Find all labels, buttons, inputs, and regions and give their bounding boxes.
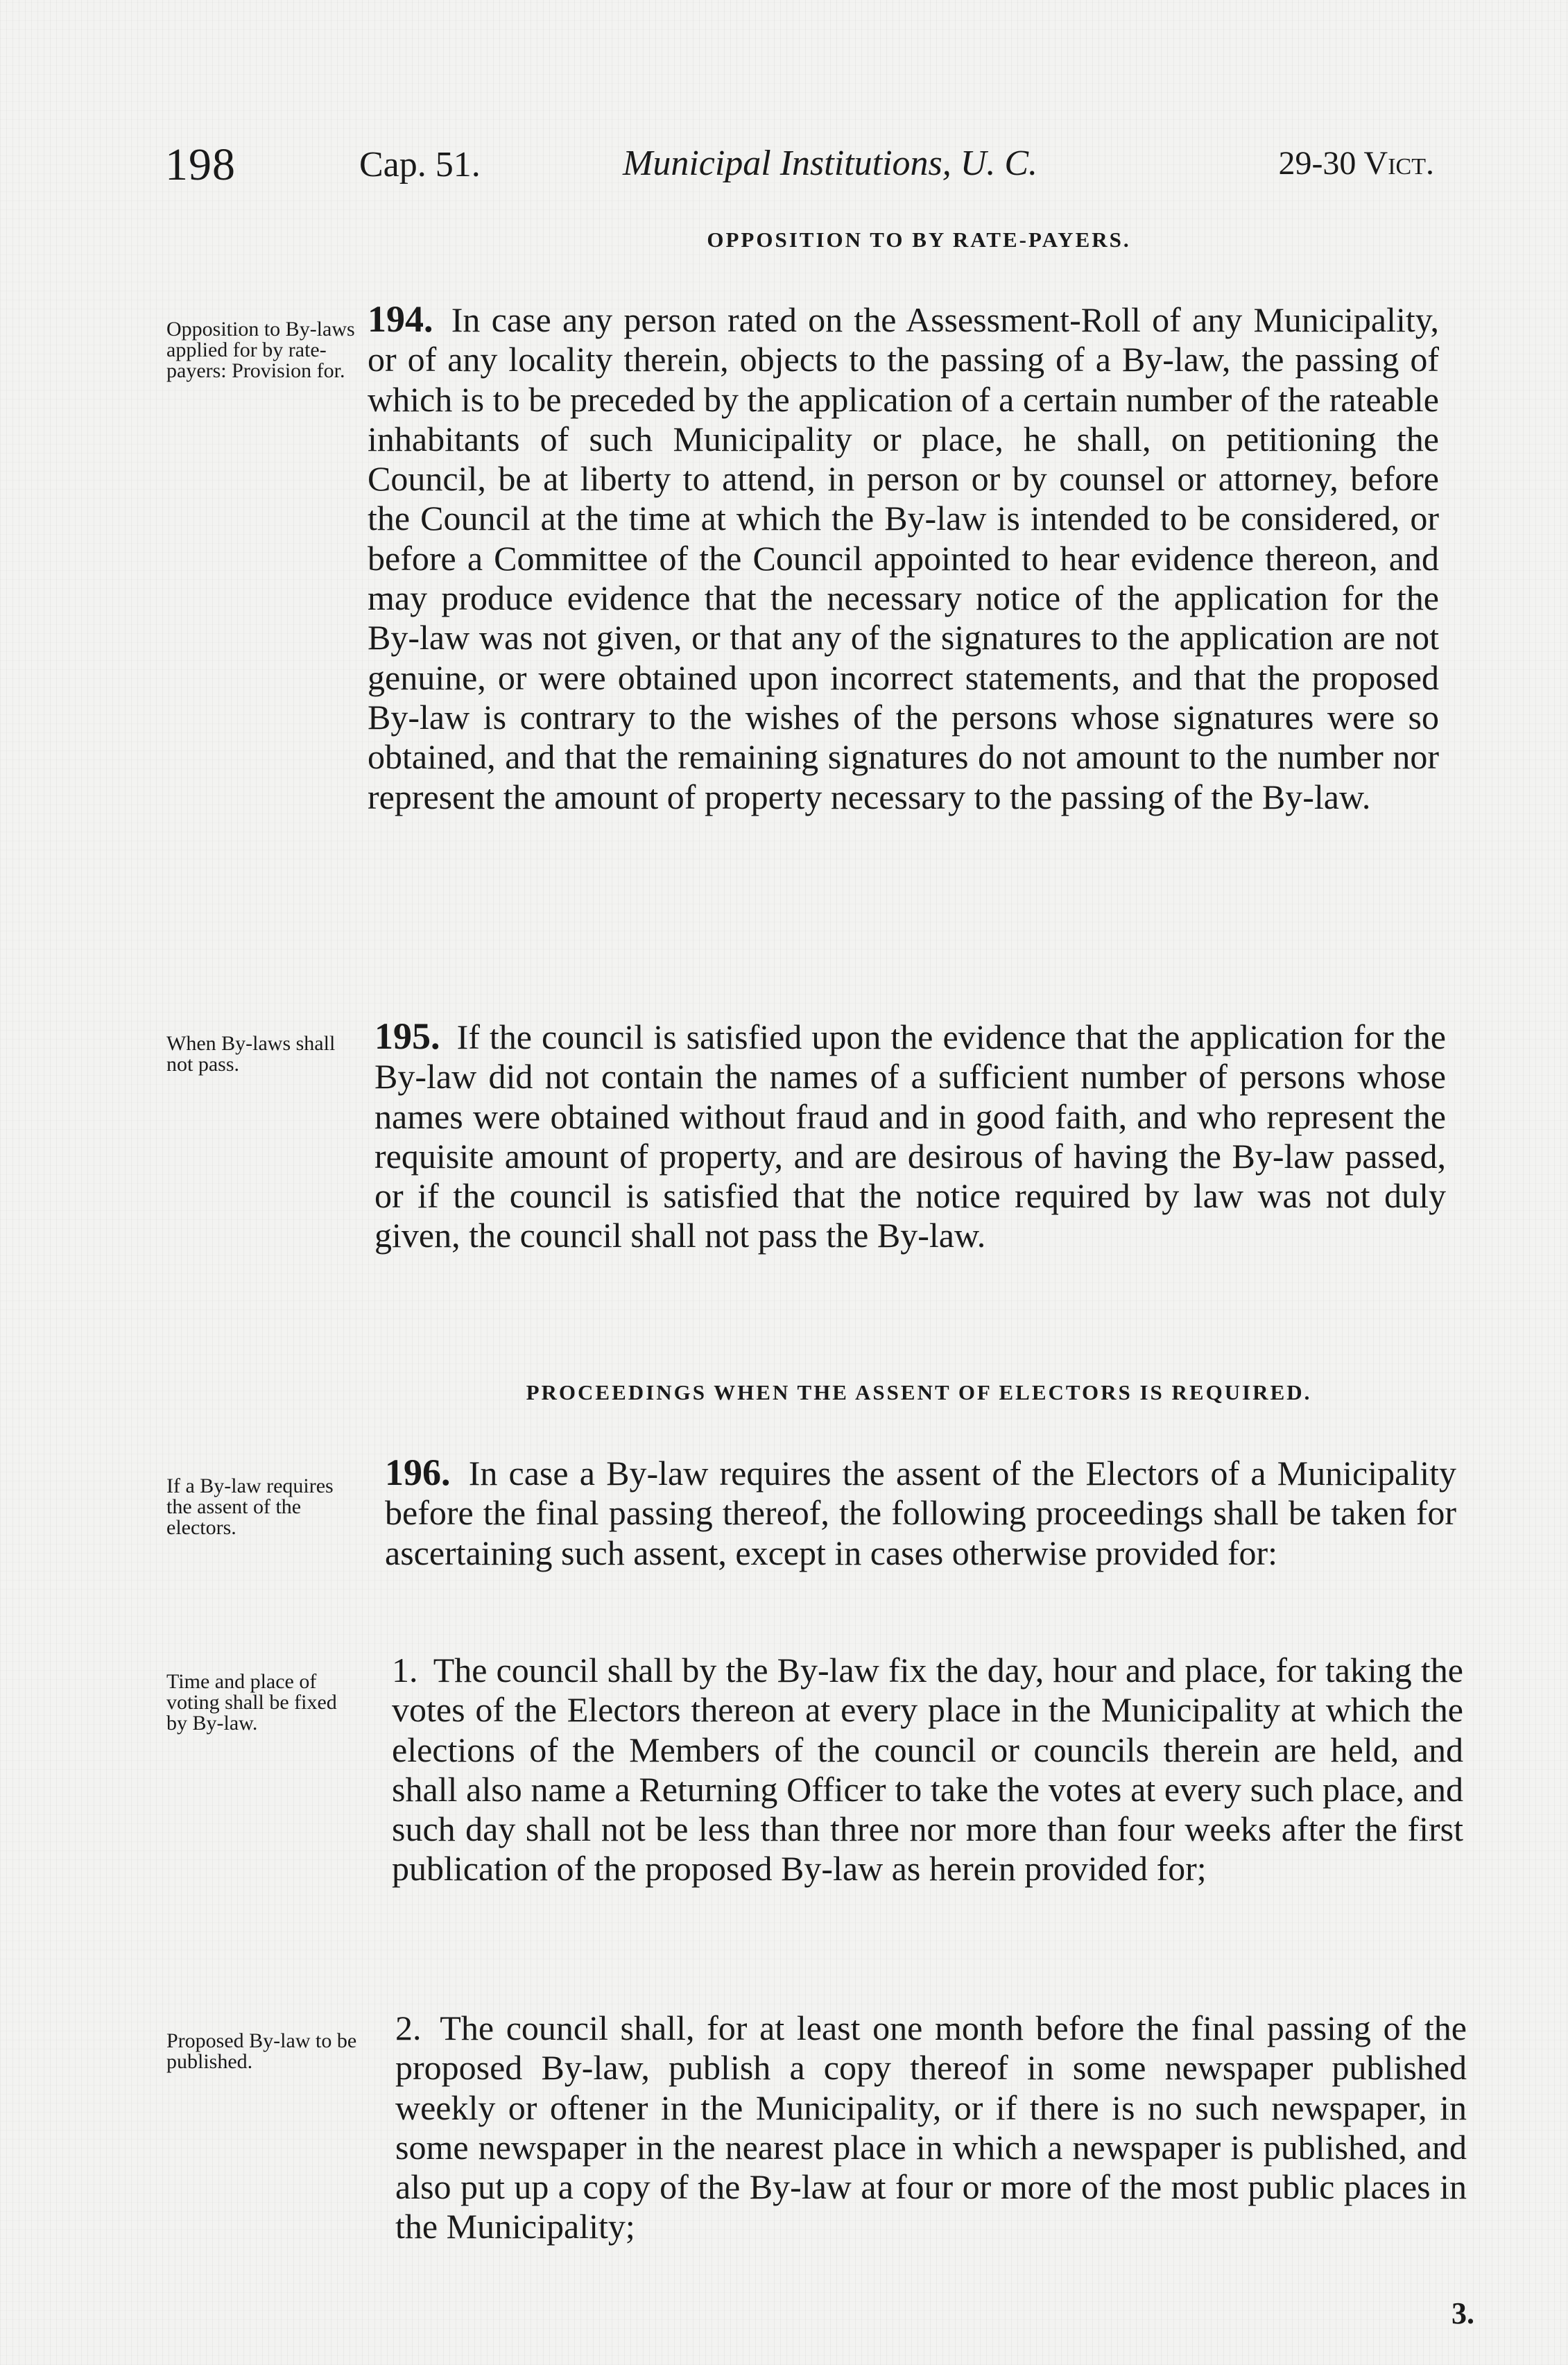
running-header: [165, 139, 1434, 194]
section-195-text: If the council is satisfied upon the evidence that the application for the By-law did not contain the names of a sufficient number of persons whose names were obtained without fraud and in good faith, and who represent the requisite amount of property, and are desirous of having the By-law passed, or if the council is satisfied that the notice required by law was not duly given, the council shall not pass the By-law.: [374, 1017, 1447, 1255]
section-194: [368, 300, 1439, 817]
margin-note-194: Opposition to By-laws applied for by rate-payers: Provision for.: [166, 318, 355, 382]
page-number: 198: [165, 139, 236, 190]
margin-note-paragraph-1: Time and place of voting shall be fixed by By-law.: [166, 1670, 337, 1735]
regnal-year: 29-30 Vict.: [1278, 145, 1434, 182]
act-title: Municipal Institutions, U. C.: [623, 144, 1037, 183]
section-heading-opposition: OPPOSITION TO BY RATE-PAYERS.: [707, 227, 1131, 252]
paragraph-1: [392, 1651, 1463, 1889]
paragraph-2: [395, 2009, 1467, 2247]
section-number-196: 196.: [385, 1452, 451, 1493]
section-heading-electors: PROCEEDINGS WHEN THE ASSENT OF ELECTORS IS REQUIRED.: [526, 1380, 1312, 1404]
paragraph-1-text: The council shall by the By-law fix the day, hour and place, for taking the votes of the Electors thereon at every place in the Municipality at which the elections of the Members of the council or councils therein are held, and shall also name a Returning Officer to take the votes at every such place, and such day shall not be less than three nor more than four weeks after the first publication of the proposed By-law as herein provided for;: [392, 1651, 1463, 1889]
margin-note-paragraph-2: Proposed By-law to be published.: [166, 2029, 357, 2073]
chapter-label: Cap. 51.: [359, 145, 481, 184]
paragraph-number-2: 2.: [395, 2009, 422, 2047]
section-196: [385, 1453, 1456, 1573]
section-number-195: 195.: [374, 1015, 440, 1057]
section-195: [374, 1017, 1446, 1256]
paragraph-number-1: 1.: [392, 1651, 418, 1689]
section-194-text: In case any person rated on the Assessment-Roll of any Municipality, or of any locality therein, objects to the passing of a By-law, the passing of which is to be preceded by the application of a certain number of the rateable inhabitants of such Municipality or place, he shall, on petitioning the Council, be at liberty to attend, in person or by counsel or attorney, before the Council at the time at which the By-law is intended to be considered, or before a Committee of the Council appointed to hear evidence thereon, and may produce evidence that the necessary notice of the application for the By-law was not given, or that any of the signatures to the application are not genuine, or were obtained upon incorrect statements, and that the proposed By-law is contrary to the wishes of the persons whose signatures were so obtained, and that the remaining signatures do not amount to the number nor represent the amount of property necessary to the passing of the By-law.: [368, 300, 1440, 816]
margin-note-196: If a By-law requires the assent of the electors.: [166, 1474, 334, 1539]
catchword: 3.: [1451, 2296, 1474, 2330]
margin-note-195: When By-laws shall not pass.: [166, 1032, 336, 1076]
section-number-194: 194.: [368, 298, 433, 340]
paragraph-2-text: The council shall, for at least one month before the final passing of the proposed By-law, publish a copy thereof in some newspaper published weekly or oftener in the Municipality, or if there is no such newspaper, in some newspaper in the nearest place in which a newspaper is published, and also put up a copy of the By-law at four or more of the most public places in the Municipality;: [395, 2009, 1467, 2246]
section-196-text: In case a By-law requires the assent of the Electors of a Municipality before the final passing thereof, the following proceedings shall be taken for ascertaining such assent, except in cases otherwise provided for:: [385, 1454, 1457, 1572]
